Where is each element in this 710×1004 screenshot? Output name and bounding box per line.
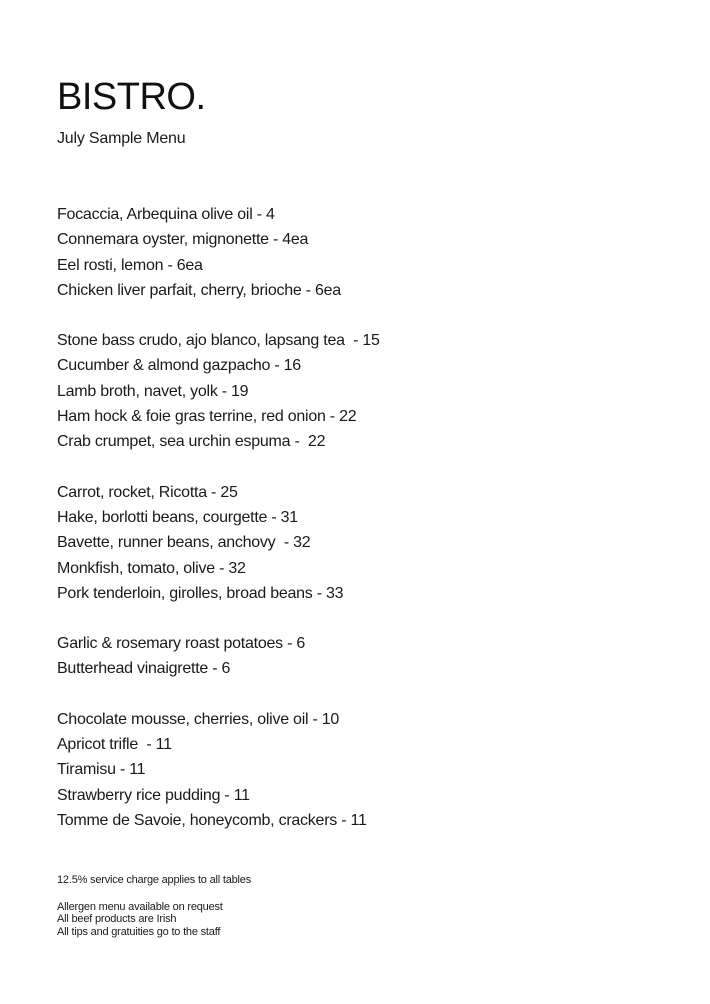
menu-item: Tiramisu - 11	[57, 761, 146, 779]
menu-item: Ham hock & foie gras terrine, red onion - 22	[57, 408, 357, 426]
menu-subtitle: July Sample Menu	[57, 130, 186, 147]
menu-item: Pork tenderloin, girolles, broad beans - 33	[57, 584, 344, 602]
menu-item: Garlic & rosemary roast potatoes - 6	[57, 635, 305, 653]
menu-item: Carrot, rocket, Ricotta - 25	[57, 483, 238, 501]
menu-item: Focaccia, Arbequina olive oil - 4	[57, 206, 275, 223]
menu-section-starters	[57, 328, 657, 454]
beef-note: All beef products are Irish	[57, 913, 177, 925]
menu-item: Bavette, runner beans, anchovy - 32	[57, 534, 311, 552]
tips-note: All tips and gratuities go to the staff	[57, 925, 221, 938]
menu-item: Chocolate mousse, cherries, olive oil - 10	[57, 710, 340, 728]
menu-item: Monkfish, tomato, olive - 32	[57, 559, 246, 577]
menu-item: Stone bass crudo, ajo blanco, lapsang tea - 15	[57, 332, 380, 350]
menu-item: Lamb broth, navet, yolk - 19	[57, 382, 249, 400]
menu-item: Hake, borlotti beans, courgette - 31	[57, 508, 298, 526]
menu-item: Crab crumpet, sea urchin espuma - 22	[57, 433, 326, 451]
menu-item: Butterhead vinaigrette - 6	[57, 660, 231, 678]
menu-item: Eel rosti, lemon - 6ea	[57, 256, 203, 274]
menu-item: Chicken liver parfait, cherry, brioche - 6ea	[57, 281, 341, 299]
allergen-note: Allergen menu available on request	[57, 900, 223, 913]
menu-item: Strawberry rice pudding - 11	[57, 786, 250, 804]
menu-section-desserts	[57, 707, 657, 833]
menu-item: Connemara oyster, mignonette - 4ea	[57, 231, 309, 249]
menu-item: Tomme de Savoie, honeycomb, crackers - 11	[57, 811, 367, 829]
menu-item: Cucumber & almond gazpacho - 16	[57, 357, 301, 375]
service-charge-note: 12.5% service charge applies to all tables	[57, 874, 251, 886]
page-title: BISTRO.	[57, 76, 206, 118]
menu-item: Apricot trifle - 11	[57, 736, 172, 754]
menu-list	[57, 202, 657, 858]
menu-section-snacks	[57, 202, 657, 303]
menu-section-sides	[57, 631, 657, 682]
menu-section-mains	[57, 480, 657, 606]
menu-footer	[57, 874, 251, 938]
